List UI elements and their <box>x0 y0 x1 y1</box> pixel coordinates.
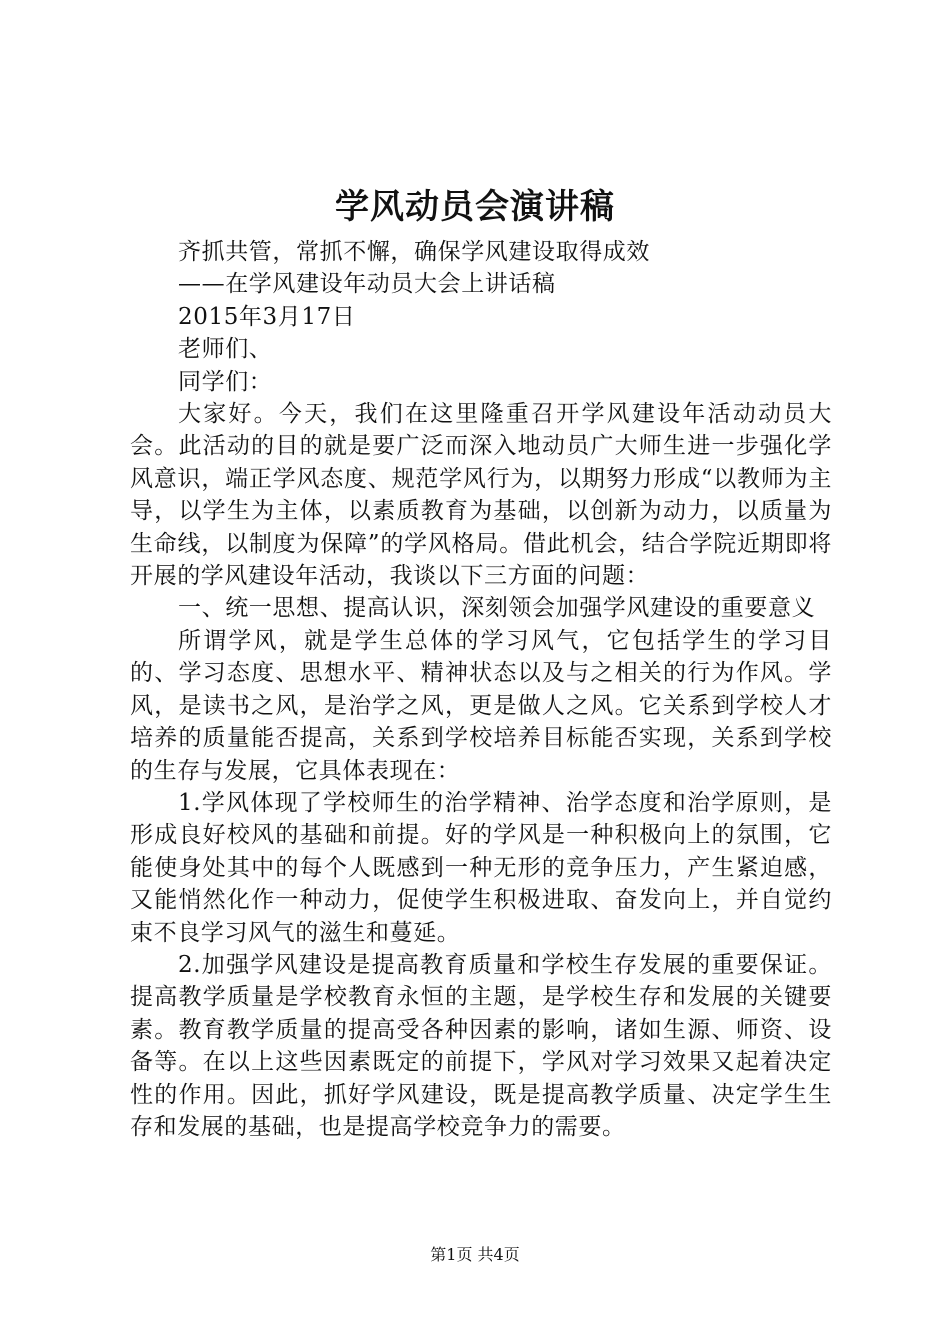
paragraph-point-1: 1.学风体现了学校师生的治学精神、治学态度和治学原则，是形成良好校风的基础和前提。好的学风是一种积极向上的氛围，它能使身处其中的每个人既感到一种无形的竞争压力，产生紧迫感，又能悄然化作一种动力，促使学生积极进取、奋发向上，并自觉约束不良学习风气的滋生和蔓延。 <box>130 789 832 946</box>
salutation-teachers: 老师们、 <box>178 336 273 363</box>
page-footer: 第1页 共4页 <box>430 1245 520 1264</box>
subtitle-line: 齐抓共管，常抓不懈，确保学风建设取得成效 <box>178 239 650 265</box>
subtitle-occasion: ——在学风建设年动员大会上讲话稿 <box>178 271 556 298</box>
document-title: 学风动员会演讲稿 <box>335 187 615 227</box>
salutation-students: 同学们： <box>178 368 273 395</box>
speech-date: 2015年3月17日 <box>178 303 356 330</box>
section-heading-1: 一、统一思想、提高认识，深刻领会加强学风建设的重要意义 <box>178 595 816 622</box>
paragraph-definition: 所谓学风，就是学生总体的学习风气，它包括学生的学习目的、学习态度、思想水平、精神状态以及与之相关的行为作风。学风，是读书之风，是治学之风，更是做人之风。它关系到学校人才培养的质量能否提高，关系到学校培养目标能否实现，关系到学校的生存与发展，它具体表现在： <box>130 627 832 784</box>
paragraph-point-2: 2.加强学风建设是提高教育质量和学校生存发展的重要保证。提高教学质量是学校教育永恒的主题，是学校生存和发展的关键要素。教育教学质量的提高受各种因素的影响，诸如生源、师资、设备等。在以上这些因素既定的前提下，学风对学习效果又起着决定性的作用。因此，抓好学风建设，既是提高教学质量、决定学生生存和发展的基础，也是提高学校竞争力的需要。 <box>130 951 832 1140</box>
document-body <box>130 236 832 1143</box>
paragraph-opening: 大家好。今天，我们在这里隆重召开学风建设年活动动员大会。此活动的目的就是要广泛而深入地动员广大师生进一步强化学风意识，端正学风态度、规范学风行为，以期努力形成“以教师为主导，以学生为主体，以素质教育为基础，以创新为动力，以质量为生命线，以制度为保障”的学风格局。借此机会，结合学院近期即将开展的学风建设年活动，我谈以下三方面的问题： <box>130 401 832 590</box>
